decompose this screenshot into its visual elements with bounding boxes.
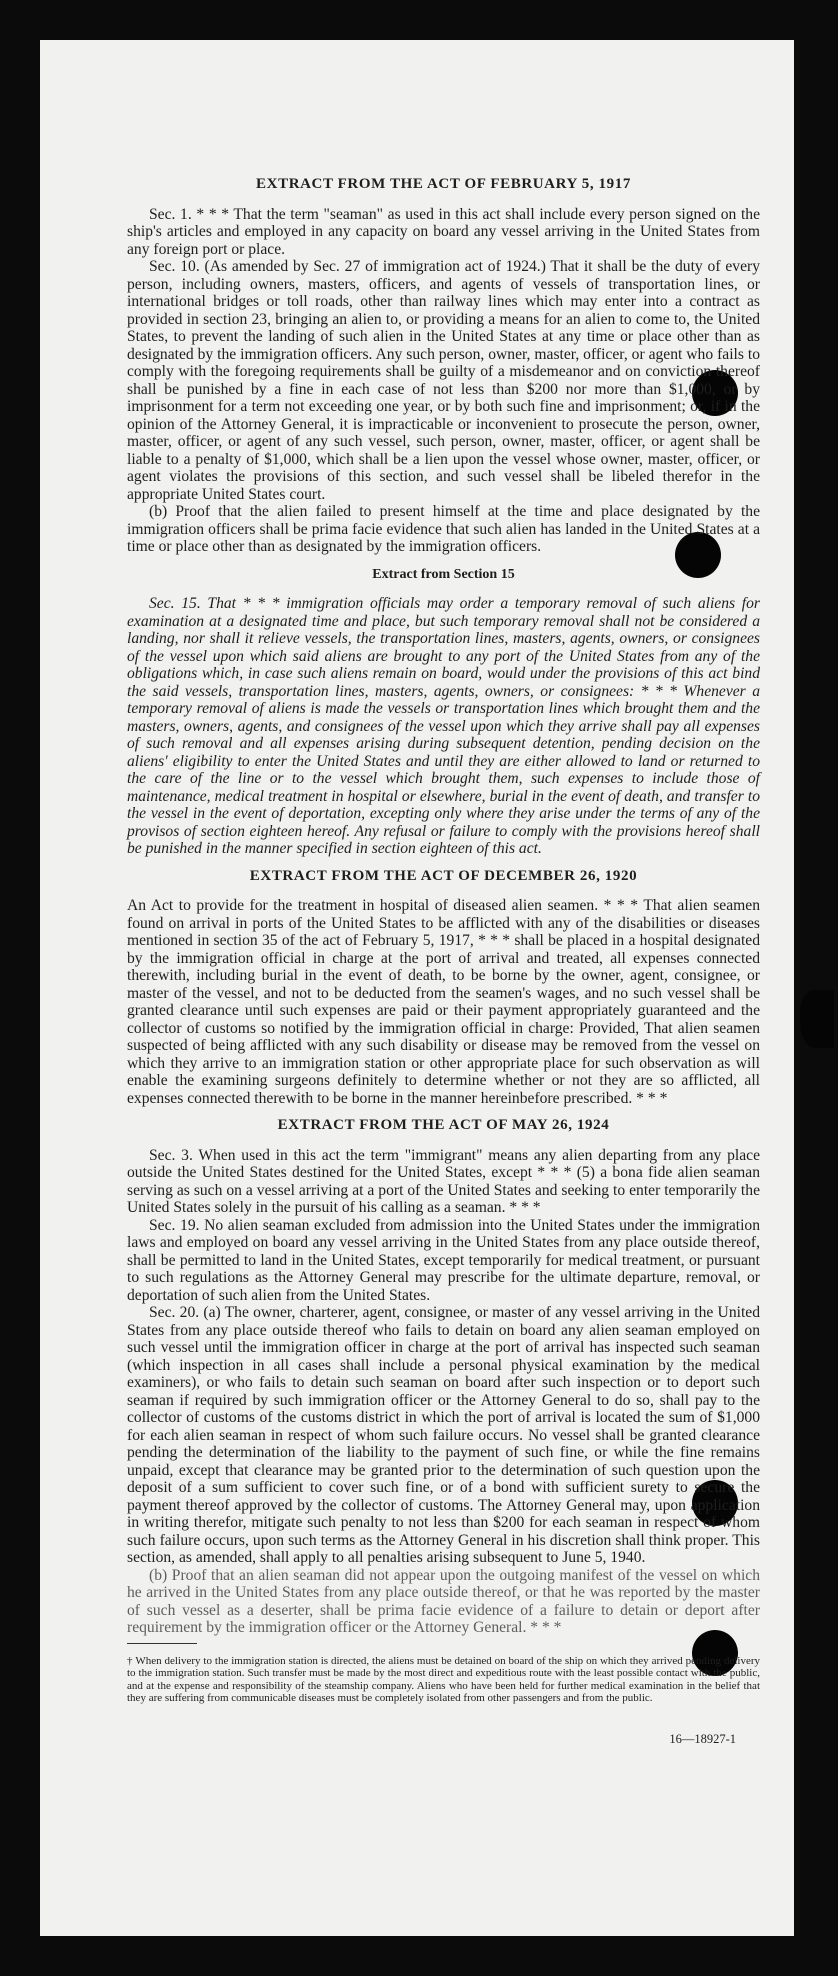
paragraph: (b) Proof that the alien failed to present himself at the time and place designated by the immigration officers shall be prima facie evidence that such alien has landed in the United States at a time or place other than as designated by the immigration officers. [127, 503, 760, 555]
subsection-title: Extract from Section 15 [372, 566, 515, 582]
paragraph: Sec. 19. No alien seaman excluded from admission into the United States under the immigration laws and employed on board any vessel arriving in the United States from any place outside thereof, shall be permitted to land in the United States, except temporarily for medical treatment, or pursuant to such regulations as the Attorney General may prescribe for the ultimate departure, removal, or deportation of such alien from the United States. [127, 1216, 760, 1304]
page-tear [800, 990, 834, 1048]
paragraph: Sec. 15. That * * * immigration officials may order a temporary removal of such aliens for examination at a designated time and place, but such temporary removal shall not be considered a landing, nor shall it relieve vessels, the transportation lines, masters, agents, owners, or consignees of the vessel upon which said aliens are brought to any port of the United States from any of the obligations which, in case such aliens remain on board, would under the provisions of this act bind the said vessels, transportation lines, masters, agents, owners, or consignees: * * * Whenever a temporary removal of aliens is made the vessels or transportation lines which brought them and the masters, owners, agents, and consignees of the vessel upon which they arrive shall pay all expenses of such removal and all expenses arising during subsequent detention, pending decision on the aliens' eligibility to enter the United States and until they are either allowed to land or returned to the care of the line or to the vessel which brought them, such expenses to include those of maintenance, medical treatment in hospital or elsewhere, burial in the event of death, and transfer to the vessel in the event of deportation, excepting only where they arise under the terms of any of the provisos of section eighteen hereof. Any refusal or failure to comply with the provisions hereof shall be punished in the manner specified in section eighteen of this act. [127, 595, 760, 857]
form-number: 16—18927-1 [669, 1731, 736, 1746]
section-title: EXTRACT FROM THE ACT OF DECEMBER 26, 1920 [249, 867, 638, 884]
paragraph: Sec. 10. (As amended by Sec. 27 of immigration act of 1924.) That it shall be the duty of every person, including owners, masters, officers, and agents of vessels of transportation lines, or international bridges or toll roads, other than railway lines which may enter into a contract as provided in section 23, bringing an alien to, or providing a means for an alien to come to, the United States, to prevent the landing of such alien in the United States at any time or place other than as designated by the immigration officers. Any such person, owner, master, officer, or agent who fails to comply with the foregoing requirements shall be guilty of a misdemeanor and on conviction thereof shall be punished by a fine in each case of not less than $200 nor more than $1,000, or by imprisonment for a term not exceeding one year, or by both such fine and imprisonment; or, if in the opinion of the Attorney General, it is impracticable or inconvenient to prosecute the person, owner, master, officer, or agent of any such vessel, such person, owner, master, officer, or agent shall be liable to a penalty of $1,000, which shall be a lien upon the vessel whose owner, master, officer, or agent violates the provisions of this section, and such vessel shall be libeled therefor in the appropriate United States court. [127, 258, 760, 503]
paragraph: (b) Proof that an alien seaman did not appear upon the outgoing manifest of the vessel on which he arrived in the United States from any place outside thereof, or that he was reported by the master of such vessel as a deserter, shall be prima facie evidence of a failure to detain or deport after requirement by the immigration officer or the Attorney General. * * * [127, 1566, 760, 1636]
footnote: † When delivery to the immigration station is directed, the aliens must be detained on board of the ship on which they arrived pending delivery to the immigration station. Such transfer must be made by the most direct and expeditious route with the least possible contact with the public, and at the expense and responsibility of the steamship company. Aliens who have been held for further medical examination in the belief that they are suffering from communicable diseases must be completely isolated from other passengers and from the public. [127, 1654, 760, 1705]
document-body [127, 176, 760, 1748]
paragraph: Sec. 1. * * * That the term "seaman" as used in this act shall include every person signed on the ship's articles and employed in any capacity on board any vessel arriving in the United States from any foreign port or place. [127, 205, 760, 258]
paragraph: Sec. 20. (a) The owner, charterer, agent, consignee, or master of any vessel arriving in the United States from any place outside thereof who fails to detain on board any alien seaman employed on such vessel until the immigration officer in charge at the port of arrival has inspected such seaman (which inspection in all cases shall include a personal physical examination by the medical examiners), or who fails to detain such seaman on board after such inspection or to deport such seaman if required by such immigration officer or the Attorney General to do so, shall pay to the collector of customs of the customs district in which the port of arrival is located the sum of $1,000 for each alien seaman in respect of whom such failure occurs. No vessel shall be granted clearance pending the determination of the liability to the payment of such fine, or while the fine remains unpaid, except that clearance may be granted prior to the determination of such question upon the deposit of a sum sufficient to cover such fine, or of a bond with sufficient surety to secure the payment thereof approved by the collector of customs. The Attorney General may, upon application in writing therefor, mitigate such penalty to not less than $200 for each seaman in respect of whom such failure occurs, upon such terms as the Attorney General in his discretion shall think proper. This section, as amended, shall apply to all penalties arising subsequent to June 5, 1940. [127, 1304, 760, 1566]
section-title: EXTRACT FROM THE ACT OF MAY 26, 1924 [277, 1117, 610, 1133]
paragraph: Sec. 3. When used in this act the term "immigrant" means any alien departing from any place outside the United States destined for the United States, except * * * (5) a bona fide alien seaman serving as such on a vessel arriving at a port of the United States and seeking to enter temporarily the United States solely in the pursuit of his calling as a seaman. * * * [127, 1146, 760, 1216]
section-title: EXTRACT FROM THE ACT OF FEBRUARY 5, 1917 [256, 176, 631, 192]
footnote-rule [127, 1643, 197, 1644]
paragraph: An Act to provide for the treatment in hospital of diseased alien seamen. * * * That alien seamen found on arrival in ports of the United States to be afflicted with any of the disabilities or diseases mentioned in section 35 of the act of February 5, 1917, * * * shall be placed in a hospital designated by the immigration official in charge at the port of arrival and treated, all expenses connected therewith, including burial in the event of death, to be borne by the owner, agent, consignee, or master of the vessel, and not to be deducted from the seamen's wages, and no such vessel shall be granted clearance until such expenses are paid or their payment appropriately guaranteed and the collector of customs so notified by the immigration official in charge: Provided, That alien seamen suspected of being afflicted with any such disability or disease may be removed from the vessel on which they arrive to an immigration station or other appropriate place for such observation as will enable the examining surgeons definitely to determine whether or not they are so afflicted, all expenses connected therewith to be borne in the manner hereinbefore prescribed. * * * [127, 897, 760, 1107]
document-page [40, 40, 794, 1936]
